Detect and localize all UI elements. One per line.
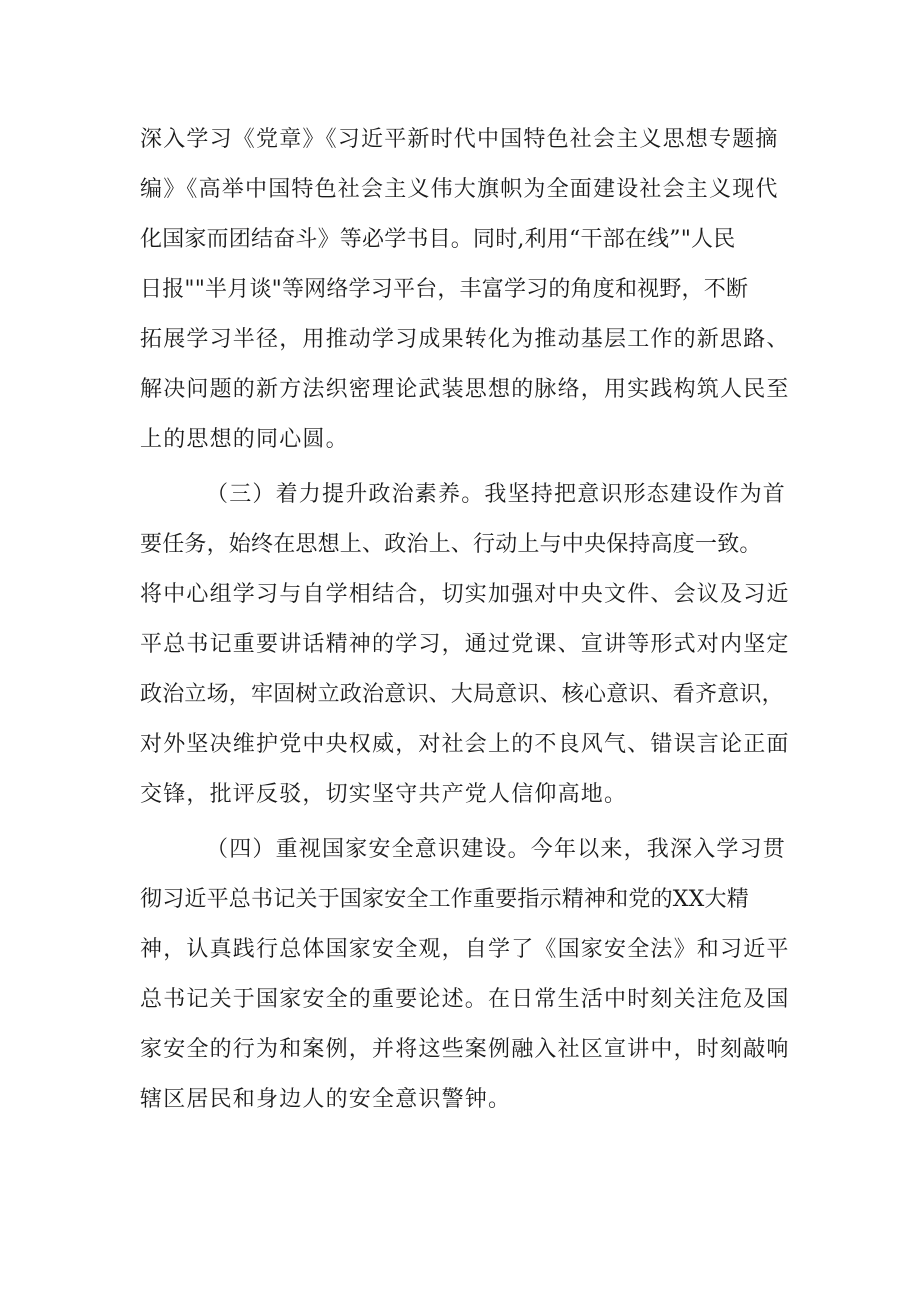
- text-line: 化国家而团结奋斗》等必学书目。同时,利用“干部在线”"人民: [140, 227, 736, 252]
- text-line: 对外坚决维护党中央权威，对社会上的不良风气、错误言论正面: [140, 732, 790, 757]
- text-line: 要任务，始终在思想上、政治上、行动上与中央保持高度一致。: [140, 532, 762, 557]
- text-line: 神，认真践行总体国家安全观，自学了《国家安全法》和习近平: [140, 937, 790, 962]
- text-line: 彻习近平总书记关于国家安全工作重要指示精神和党的XX大精: [140, 887, 749, 912]
- text-line: 辖区居民和身边人的安全意识警钟。: [140, 1087, 512, 1112]
- text-line: 政治立场，牢固树立政治意识、大局意识、核心意识、看齐意识，: [140, 682, 784, 707]
- section-heading-line: （四）重视国家安全意识建设。今年以来，我深入学习贯: [206, 837, 787, 862]
- paragraph-national-security: [140, 825, 790, 1125]
- text-line: 家安全的行为和案例，并将这些案例融入社区宣讲中，时刻敲响: [140, 1037, 790, 1062]
- text-line: 交锋，批评反驳，切实坚守共产党人信仰高地。: [140, 782, 628, 807]
- text-line: 将中心组学习与自学相结合，切实加强对中央文件、会议及习近: [140, 582, 790, 607]
- paragraph-political-literacy: [140, 470, 790, 820]
- text-line: 深入学习《党章》《习近平新时代中国特色社会主义思想专题摘: [140, 127, 779, 152]
- text-line: 解决问题的新方法织密理论武装思想的脉络，用实践构筑人民至: [140, 377, 790, 402]
- section-heading-line: （三）着力提升政治素养。我坚持把意识形态建设作为首: [206, 482, 787, 507]
- text-line: 拓展学习半径，用推动学习成果转化为推动基层工作的新思路、: [140, 327, 790, 352]
- paragraph-study-materials: [140, 115, 790, 465]
- text-line: 上的思想的同心圆。: [140, 427, 349, 452]
- text-line: 日报""半月谈"等网络学习平台，丰富学习的角度和视野，不断: [140, 277, 749, 302]
- text-line: 平总书记重要讲话精神的学习，通过党课、宣讲等形式对内坚定: [140, 632, 790, 657]
- text-line: 总书记关于国家安全的重要论述。在日常生活中时刻关注危及国: [140, 987, 790, 1012]
- text-line: 编》《高举中国特色社会主义伟大旗帜为全面建设社会主义现代: [140, 177, 779, 202]
